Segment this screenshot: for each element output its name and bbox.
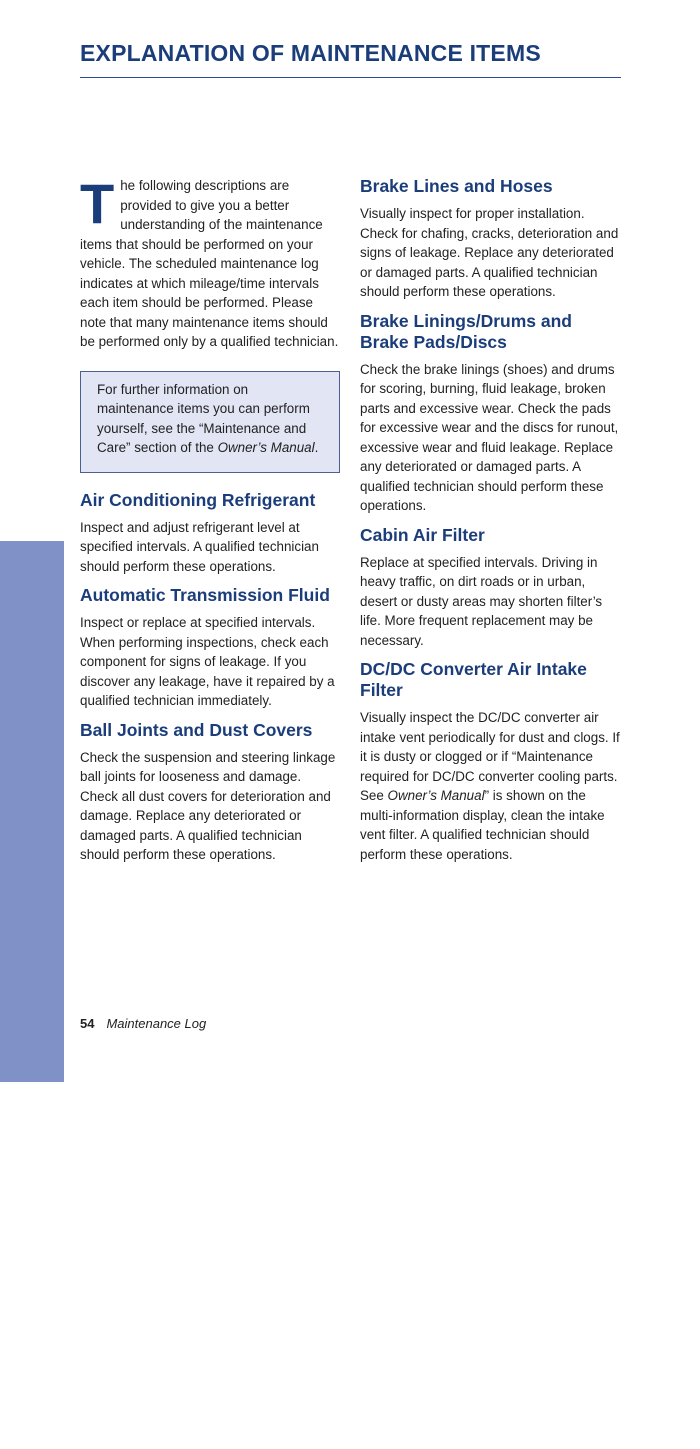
side-tab-label: MAINTENANCE <box>18 1257 45 1449</box>
section-body: Inspect and adjust refrigerant level at specified intervals. A qualified technician should perform these operations. <box>80 519 319 574</box>
note-text-start: For further information on maintenance items you can perform yourself, see the “Maintenance and Care” section of the <box>97 381 310 455</box>
section-body: Check the suspension and steering linkage ball joints for looseness and damage. Check all dust covers for deterioration and damage. Replace any deteriorated or damaged parts. A qualified technician should perform these operations. <box>80 749 336 862</box>
section-body: Replace at specified intervals. Driving in heavy traffic, on dirt roads or in urban, desert or dusty areas may shorten filter’s life. More frequent replacement may be necessary. <box>360 554 603 648</box>
intro-paragraph <box>80 172 342 352</box>
section-cabin-air-filter <box>360 525 622 651</box>
body-end: ” is shown on the multi-information display, clean the intake vent filter. A qualified technician should perform these operations. <box>360 788 605 862</box>
drop-cap: T <box>80 172 115 235</box>
left-column <box>80 172 342 874</box>
side-tab <box>0 541 64 1449</box>
page-footer <box>80 1016 206 1031</box>
section-heading: Brake Lines and Hoses <box>360 176 553 196</box>
right-column <box>360 176 622 873</box>
section-body: Check the brake linings (shoes) and drums for scoring, burning, fluid leakage, broken parts and excessive wear. Check the pads for excessive wear and the discs for runout, excessive wear and fluid leakage. Replace any deteriorated or damaged parts. A qualified technician should perform these operations. <box>360 361 619 513</box>
section-heading: Air Conditioning Refrigerant <box>80 489 316 510</box>
section-body <box>360 708 622 864</box>
note-text-end: . <box>314 440 319 455</box>
section-air-conditioning <box>80 490 342 577</box>
page-number: 54 <box>80 1016 95 1031</box>
title-divider <box>80 77 621 78</box>
footer-label: Maintenance Log <box>106 1016 207 1031</box>
heading-line-2: Brake Pads/Discs <box>360 331 507 352</box>
section-heading <box>360 311 622 353</box>
section-heading: Cabin Air Filter <box>360 524 485 545</box>
section-dcdc-filter <box>360 659 622 864</box>
section-body: Visually inspect for proper installation. Check for chafing, cracks, deterioration and signs of leakage. Replace any deteriorated or damaged parts. A qualified technician should perform these operations. <box>360 206 619 299</box>
intro-text: he following descriptions are provided to give you a better understanding of the maintenance items that should be performed on your vehicle. The scheduled maintenance log indicates at which mileage/time intervals each item should be performed. Please note that many maintenance items should be performed only by a qualified technician. <box>80 178 339 349</box>
note-manual-title: Owner’s Manual <box>217 440 315 455</box>
body-manual-title: Owner’s Manual <box>387 788 485 803</box>
section-heading: DC/DC Converter Air Intake Filter <box>360 659 587 700</box>
page-title: EXPLANATION OF MAINTENANCE ITEMS <box>80 40 541 66</box>
section-transmission-fluid <box>80 585 342 711</box>
body-start: Visually inspect the DC/DC converter air intake vent periodically for dust and clogs. If it is dusty or clogged or if “Maintenance required for DC/DC converter cooling parts. See <box>360 710 620 803</box>
section-brake-linings <box>360 311 622 516</box>
note-box <box>80 371 340 473</box>
section-body: Inspect or replace at specified intervals. When performing inspections, check each component for signs of leakage. If you discover any leakage, have it repaired by a qualified technician immediately. <box>80 615 335 708</box>
note-text <box>97 380 327 458</box>
section-ball-joints <box>80 720 342 865</box>
section-brake-lines <box>360 176 622 302</box>
section-heading: Automatic Transmission Fluid <box>80 585 330 605</box>
section-heading: Ball Joints and Dust Covers <box>80 719 313 740</box>
heading-line-1: Brake Linings/Drums and <box>360 310 572 331</box>
